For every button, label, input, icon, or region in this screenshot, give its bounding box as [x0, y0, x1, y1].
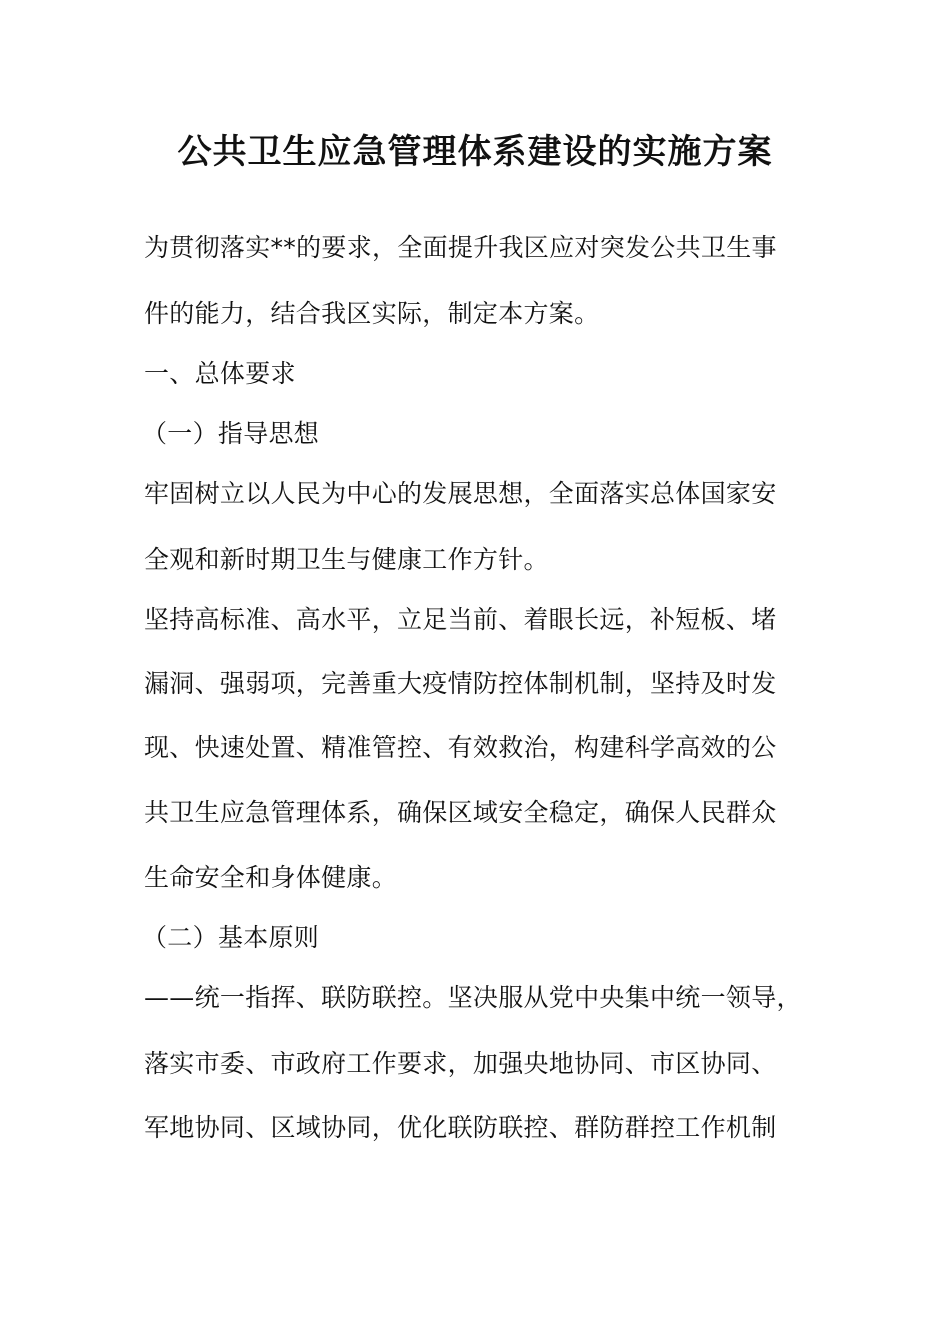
- section-1-heading: 一、总体要求: [144, 359, 296, 388]
- subsection-2-heading: （二）基本原则: [142, 923, 320, 952]
- paragraph-line: 生命安全和身体健康。: [144, 863, 398, 892]
- paragraph-line: 落实市委、市政府工作要求，加强央地协同、市区协同、: [144, 1049, 777, 1078]
- paragraph-line: ——统一指挥、联防联控。坚决服从党中央集中统一领导，: [144, 983, 802, 1012]
- paragraph-line: 现、快速处置、精准管控、有效救治，构建科学高效的公: [144, 733, 777, 762]
- paragraph-line: 坚持高标准、高水平，立足当前、着眼长远，补短板、堵: [144, 605, 777, 634]
- paragraph-line: 牢固树立以人民为中心的发展思想，全面落实总体国家安: [144, 479, 777, 508]
- intro-line-1: 为贯彻落实**的要求，全面提升我区应对突发公共卫生事: [144, 233, 777, 262]
- subsection-1-heading: （一）指导思想: [142, 419, 320, 448]
- paragraph-line: 漏洞、强弱项，完善重大疫情防控体制机制，坚持及时发: [144, 669, 777, 698]
- intro-line-2: 件的能力，结合我区实际，制定本方案。: [144, 299, 600, 328]
- paragraph-line: 军地协同、区域协同，优化联防联控、群防群控工作机制: [144, 1113, 777, 1142]
- paragraph-line: 全观和新时期卫生与健康工作方针。: [144, 545, 549, 574]
- paragraph-line: 共卫生应急管理体系，确保区域安全稳定，确保人民群众: [144, 798, 777, 827]
- document-title: 公共卫生应急管理体系建设的实施方案: [177, 132, 773, 172]
